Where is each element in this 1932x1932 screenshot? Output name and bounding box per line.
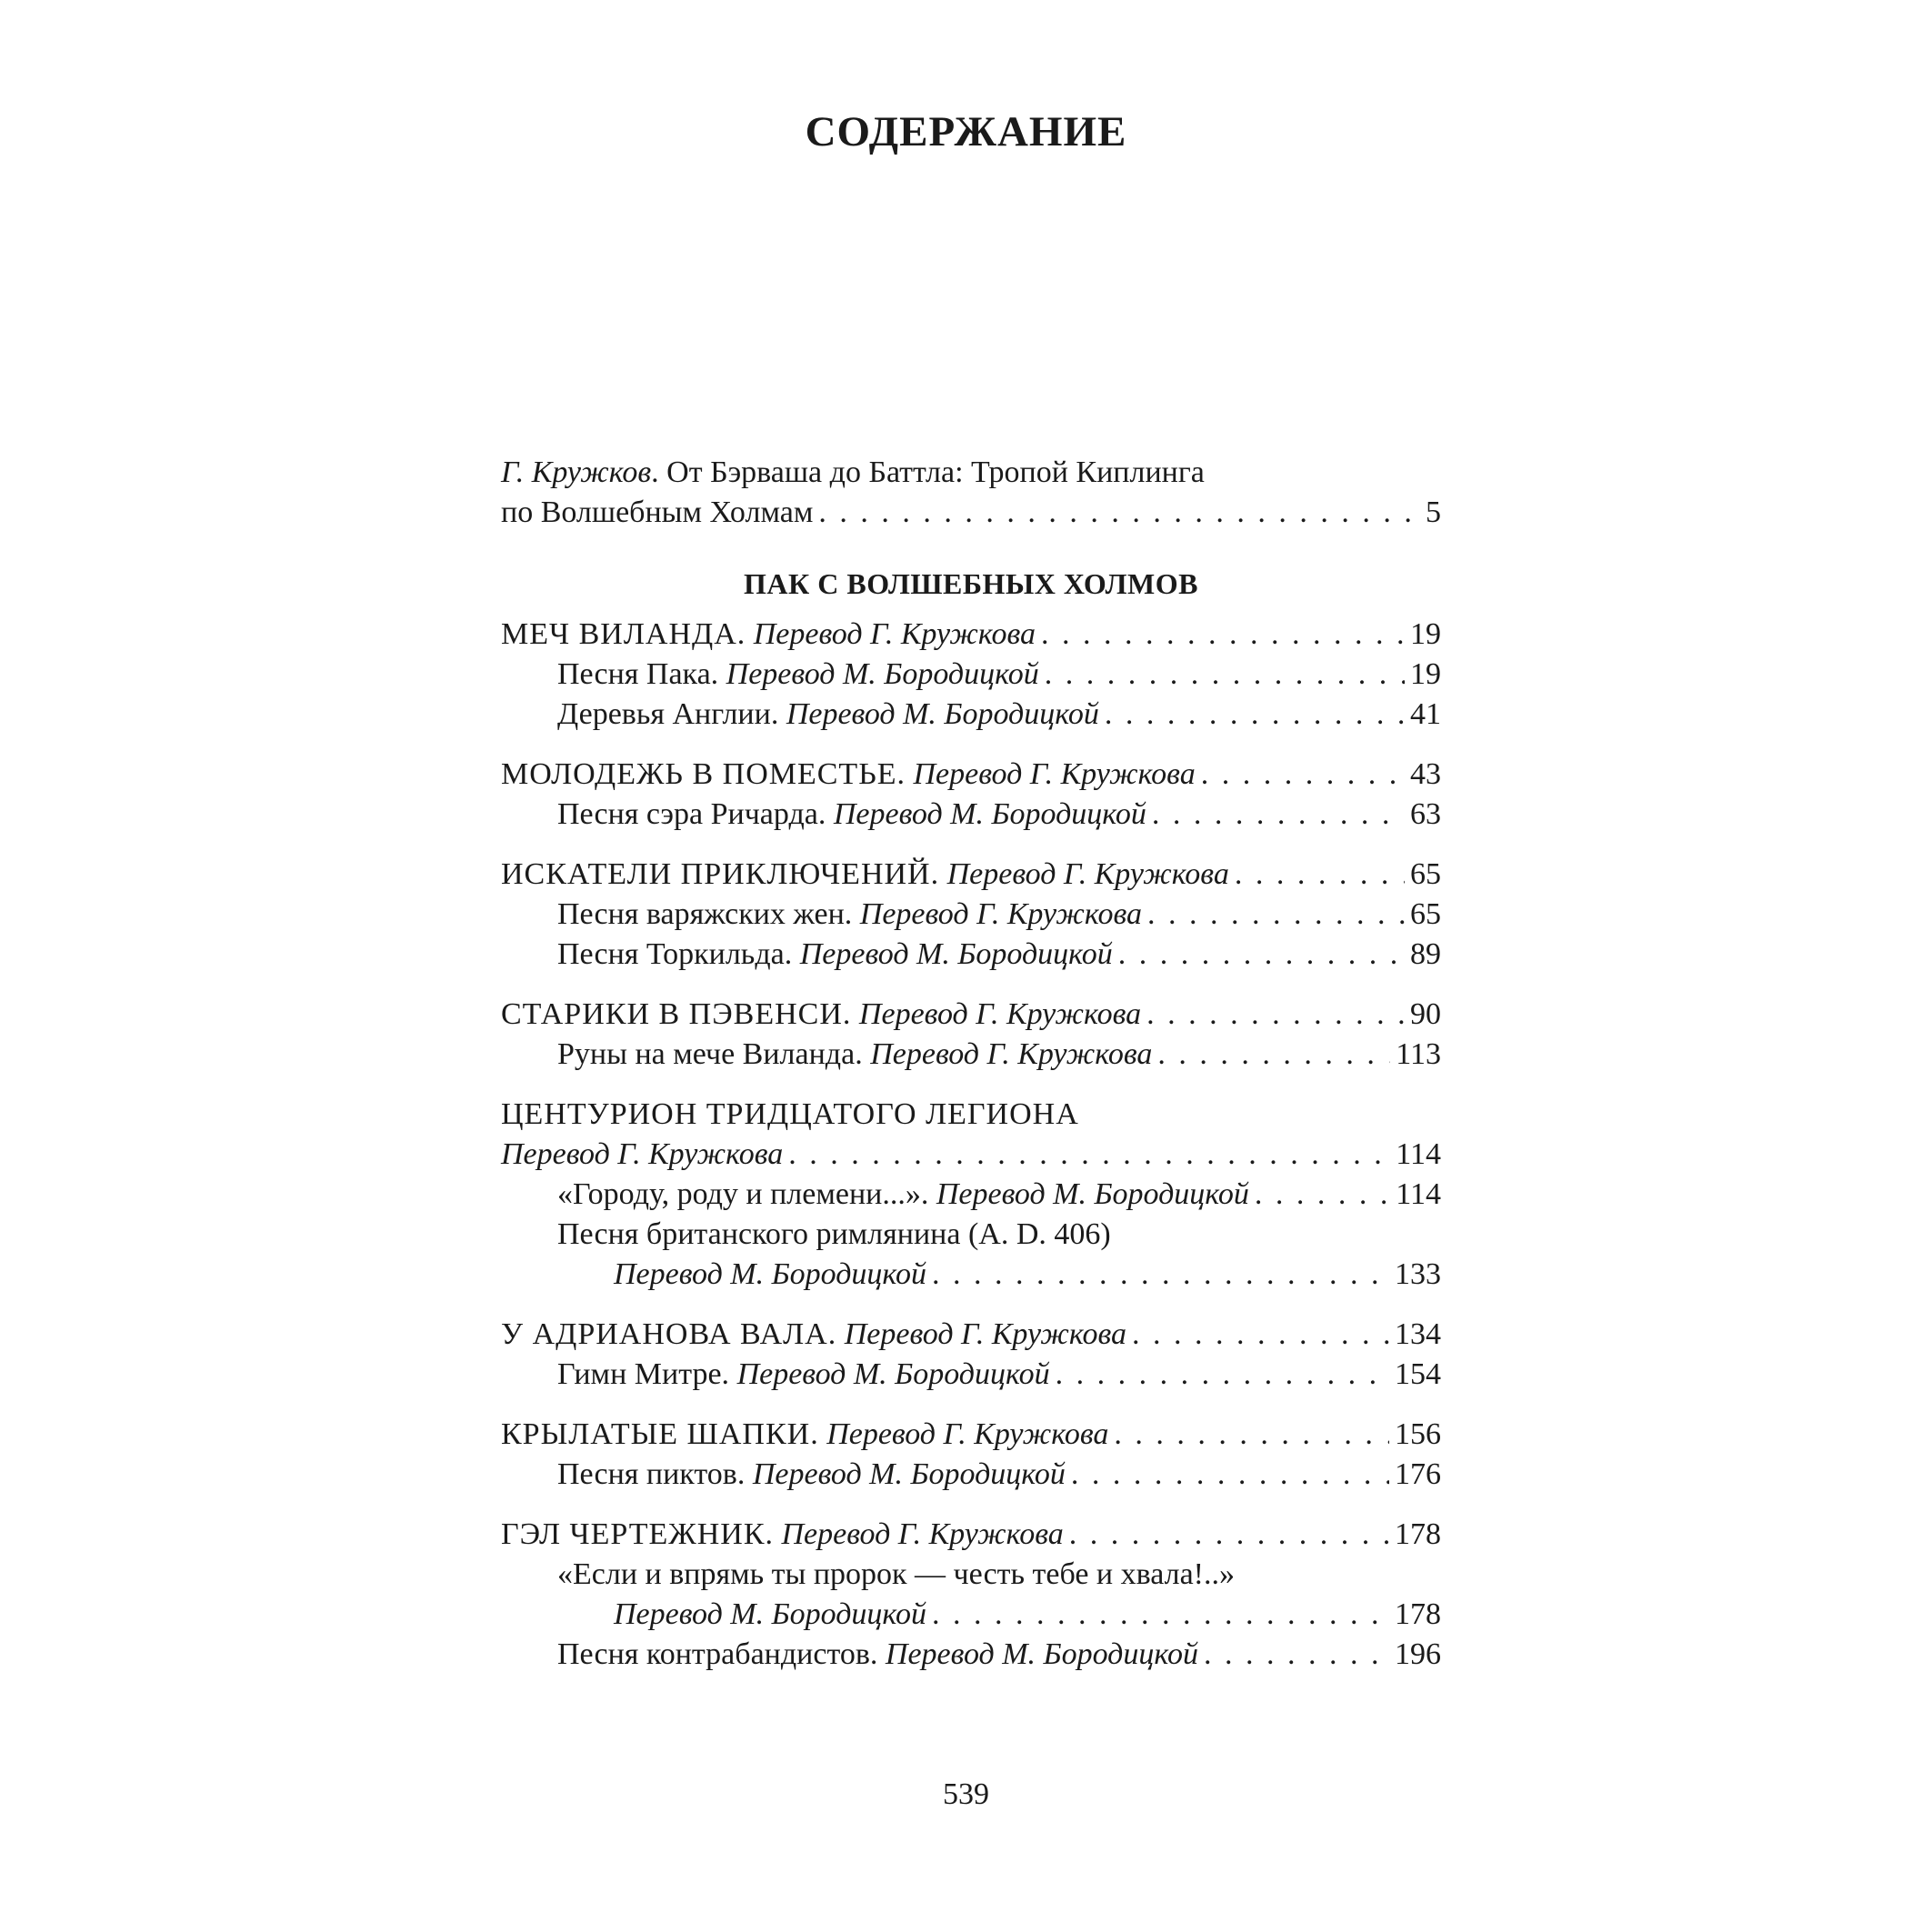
toc-translator: Перевод Г. Кружкова	[858, 997, 1142, 1031]
toc-title: КРЫЛАТЫЕ ШАПКИ.	[501, 1417, 819, 1451]
toc-title: «Если и впрямь ты пророк — честь тебе и хвала!..»	[557, 1557, 1235, 1591]
toc-translator: Перевод Г. Кружкова	[859, 897, 1142, 931]
toc-subentry	[501, 895, 1441, 935]
toc-author: Г. Кружков	[501, 455, 652, 489]
toc-subentry	[501, 1555, 1441, 1595]
toc-subentry-cont	[501, 1255, 1441, 1295]
toc-translator: Перевод М. Бородицкой	[614, 1597, 927, 1631]
toc-translator: Перевод М. Бородицкой	[936, 1177, 1249, 1211]
toc-entry	[501, 615, 1441, 655]
toc-translator: Перевод Г. Кружкова	[870, 1037, 1153, 1071]
toc-translator: Перевод Г. Кружкова	[501, 1137, 784, 1171]
toc-page: 5	[1426, 496, 1441, 529]
toc-entry	[501, 1515, 1441, 1555]
toc-title: Песня варяжских жен.	[557, 897, 853, 931]
toc-subentry	[501, 795, 1441, 835]
toc-page: 41	[1410, 697, 1441, 731]
toc-title: Песня Пака.	[557, 657, 719, 691]
toc-title: Песня контрабандистов.	[557, 1637, 878, 1671]
toc-subentry	[501, 1035, 1441, 1075]
toc-translator: Перевод М. Бородицкой	[736, 1357, 1050, 1391]
toc-translator: Перевод Г. Кружкова	[826, 1417, 1109, 1451]
toc-title: МОЛОДЕЖЬ В ПОМЕСТЬЕ.	[501, 757, 906, 791]
toc-translator: Перевод Г. Кружкова	[844, 1317, 1126, 1351]
toc-subentry	[501, 1455, 1441, 1495]
toc-page: 19	[1410, 657, 1441, 691]
toc-title: У АДРИАНОВА ВАЛА.	[501, 1317, 837, 1351]
toc-translator: Перевод М. Бородицкой	[726, 657, 1039, 691]
toc-title: Гимн Митре.	[557, 1357, 730, 1391]
toc-page: 134	[1395, 1317, 1441, 1351]
toc-subentry	[501, 695, 1441, 735]
toc-title: Песня британского римлянина (A. D. 406)	[557, 1217, 1111, 1251]
toc-entry	[501, 755, 1441, 795]
toc-page: 196	[1395, 1637, 1441, 1671]
toc-title: Песня Торкильда.	[557, 937, 793, 971]
toc-page: 65	[1410, 897, 1441, 931]
toc-title: ЦЕНТУРИОН ТРИДЦАТОГО ЛЕГИОНА	[501, 1097, 1079, 1131]
toc-subentry	[501, 1215, 1441, 1255]
toc-translator: Перевод М. Бородицкой	[786, 697, 1099, 731]
toc-page: 178	[1395, 1597, 1441, 1631]
toc-page: 63	[1410, 797, 1441, 831]
toc-page: 113	[1396, 1037, 1441, 1071]
toc-page: 89	[1410, 937, 1441, 971]
toc-translator: Перевод М. Бородицкой	[885, 1637, 1198, 1671]
toc-title: Песня сэра Ричарда.	[557, 797, 826, 831]
toc-subentry-cont	[501, 1595, 1441, 1635]
toc-entry	[501, 1315, 1441, 1355]
page-number: 539	[943, 1777, 989, 1811]
toc-subentry	[501, 1635, 1441, 1675]
toc-page: 114	[1396, 1177, 1441, 1211]
toc-translator: Перевод М. Бородицкой	[833, 797, 1146, 831]
toc-page: 176	[1395, 1457, 1441, 1491]
toc-subentry	[501, 655, 1441, 695]
toc-title: СТАРИКИ В ПЭВЕНСИ.	[501, 997, 852, 1031]
toc-page: 154	[1395, 1357, 1441, 1391]
toc-page: 133	[1395, 1257, 1441, 1291]
toc-title: ИСКАТЕЛИ ПРИКЛЮЧЕНИЙ.	[501, 857, 940, 891]
toc-entry	[501, 995, 1441, 1035]
toc-page: 65	[1410, 857, 1441, 891]
toc-entry-intro	[501, 453, 1441, 493]
toc-title: МЕЧ ВИЛАНДА.	[501, 617, 746, 651]
toc-subentry	[501, 1355, 1441, 1395]
toc-translator: Перевод Г. Кружкова	[913, 757, 1196, 791]
toc-page: 156	[1395, 1417, 1441, 1451]
toc-page: 114	[1396, 1137, 1441, 1171]
toc-page: 19	[1410, 617, 1441, 651]
toc-page: 178	[1395, 1517, 1441, 1551]
toc-translator: Перевод М. Бородицкой	[752, 1457, 1066, 1491]
toc-title: ГЭЛ ЧЕРТЕЖНИК.	[501, 1517, 774, 1551]
toc-page: 43	[1410, 757, 1441, 791]
toc-translator: Перевод М. Бородицкой	[614, 1257, 927, 1291]
toc-title: Руны на мече Виланда.	[557, 1037, 863, 1071]
toc-title: . От Бэрваша до Баттла: Тропой Киплинга	[651, 455, 1205, 489]
toc-translator: Перевод М. Бородицкой	[799, 937, 1113, 971]
toc-subentry	[501, 935, 1441, 975]
toc-entry	[501, 1095, 1441, 1135]
toc-subentry	[501, 1175, 1441, 1215]
toc-translator: Перевод Г. Кружкова	[946, 857, 1229, 891]
toc-entry-intro-cont	[501, 493, 1441, 533]
toc-title: «Городу, роду и племени...».	[557, 1177, 929, 1211]
toc-title: Песня пиктов.	[557, 1457, 746, 1491]
toc-title: Деревья Англии.	[557, 697, 779, 731]
toc-page: 90	[1410, 997, 1441, 1031]
toc-title: по Волшебным Холмам	[501, 496, 814, 529]
toc-entry	[501, 855, 1441, 895]
toc-translator: Перевод Г. Кружкова	[753, 617, 1036, 651]
toc-translator: Перевод Г. Кружкова	[781, 1517, 1064, 1551]
table-of-contents	[501, 453, 1441, 1675]
toc-entry-cont	[501, 1135, 1441, 1175]
section-heading: ПАК С ВОЛШЕБНЫХ ХОЛМОВ	[744, 567, 1198, 600]
toc-entry	[501, 1415, 1441, 1455]
page-title: СОДЕРЖАНИЕ	[805, 108, 1127, 155]
